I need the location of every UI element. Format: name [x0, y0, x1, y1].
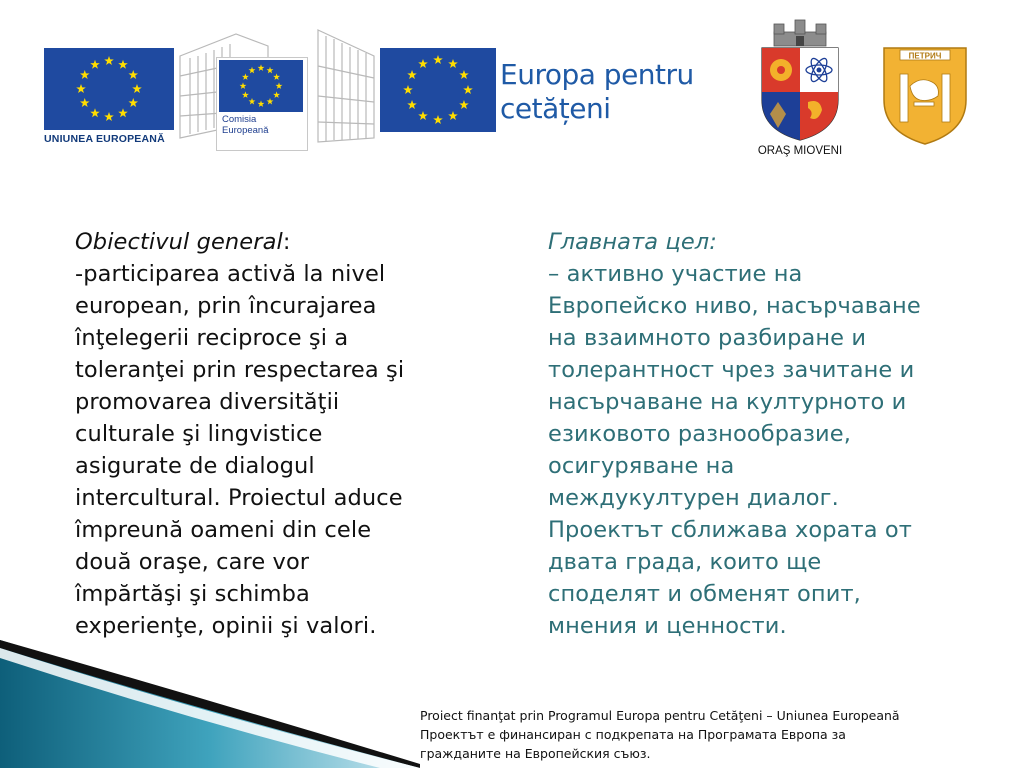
eu-star-icon: [418, 59, 428, 68]
eu-flag-logo: [44, 48, 174, 130]
eu-star-icon: [249, 98, 256, 105]
eu-star-icon: [128, 98, 138, 107]
objective-text-ro: -participarea activă la nivel european, prin încurajarea înţelegerii reciproce şi a toleranţei prin respectarea şi promovarea diversităţii culturale şi lingvistice asigurate de dialogul intercultural. Proiectul aduce împreună oameni din cele două oraşe, care vor împărtăşi şi schimba experienţe, opinii şi valori.: [75, 261, 405, 639]
eu-star-icon: [258, 64, 265, 71]
europa-title-line1: Europa pentru: [500, 58, 694, 91]
eu-star-icon: [418, 111, 428, 120]
objective-bulgarian: [548, 226, 993, 642]
objective-heading-colon: :: [282, 229, 291, 255]
eu-star-icon: [258, 100, 265, 107]
eu-star-icon: [242, 73, 249, 80]
eu-star-icon: [76, 84, 86, 93]
eu-star-icon: [448, 59, 458, 68]
eu-star-icon: [242, 91, 249, 98]
decorative-swoosh: [0, 640, 420, 768]
eu-star-icon: [267, 67, 274, 74]
objective-heading-text: Obiectivul general: [75, 229, 283, 255]
eu-star-icon: [118, 60, 128, 69]
objective-heading-ro: [75, 226, 495, 258]
funding-footer: Proiect finanţat prin Programul Europa pentru Cetăţeni – Uniunea Europeană Проектът е финансиран с подкрепата на Програмата Европа за гражданите на Европейския съюз.: [420, 708, 900, 761]
eu-star-icon: [433, 115, 443, 124]
eu-star-icon: [407, 70, 417, 79]
mioveni-label: ORAŞ MIOVENI: [757, 145, 843, 157]
europa-title-line2: cetățeni: [500, 92, 611, 125]
europa-cetateni-flag: [380, 48, 496, 132]
petrich-crest-icon: [880, 44, 970, 146]
eu-star-icon: [104, 112, 114, 121]
eu-star-icon: [463, 85, 473, 94]
eu-star-icon: [80, 70, 90, 79]
eu-star-icon: [240, 82, 247, 89]
eu-star-icon: [249, 67, 256, 74]
eu-star-icon: [80, 98, 90, 107]
europa-cetateni-title: [500, 58, 740, 126]
eu-star-icon: [267, 98, 274, 105]
eu-star-icon: [128, 70, 138, 79]
objective-romanian: [75, 226, 495, 642]
eu-star-icon: [433, 55, 443, 64]
ec-flag-logo: [219, 60, 303, 112]
eu-star-icon: [448, 111, 458, 120]
eu-star-icon: [407, 100, 417, 109]
ec-label: Comisia Europeană: [222, 114, 269, 136]
eu-star-icon: [276, 82, 283, 89]
eu-star-icon: [403, 85, 413, 94]
eu-star-icon: [132, 84, 142, 93]
eu-star-icon: [104, 56, 114, 65]
eu-star-icon: [90, 60, 100, 69]
eu-star-icon: [90, 108, 100, 117]
mioveni-crest-icon: [756, 18, 844, 144]
petrich-label: ПЕТРИЧ: [908, 51, 942, 61]
eu-star-icon: [459, 70, 469, 79]
eu-star-icon: [459, 100, 469, 109]
objective-heading-bg: Главната цел:: [548, 229, 717, 255]
eu-star-icon: [273, 91, 280, 98]
ec-building-graphic-right: [316, 26, 378, 146]
objective-text-bg: – активно участие на Европейско ниво, насърчаване на взаимното разбиране и толерантност чрез зачитане и насърчаване на културното и езиковото разнообразие, осигуряване на междукултурен диалог. Проектът сближава хората от двата града, които ще споделят и обменят опит, мнения и ценности.: [548, 261, 921, 639]
eu-label: UNIUNEA EUROPEANĂ: [44, 133, 165, 145]
eu-star-icon: [118, 108, 128, 117]
eu-star-icon: [273, 73, 280, 80]
